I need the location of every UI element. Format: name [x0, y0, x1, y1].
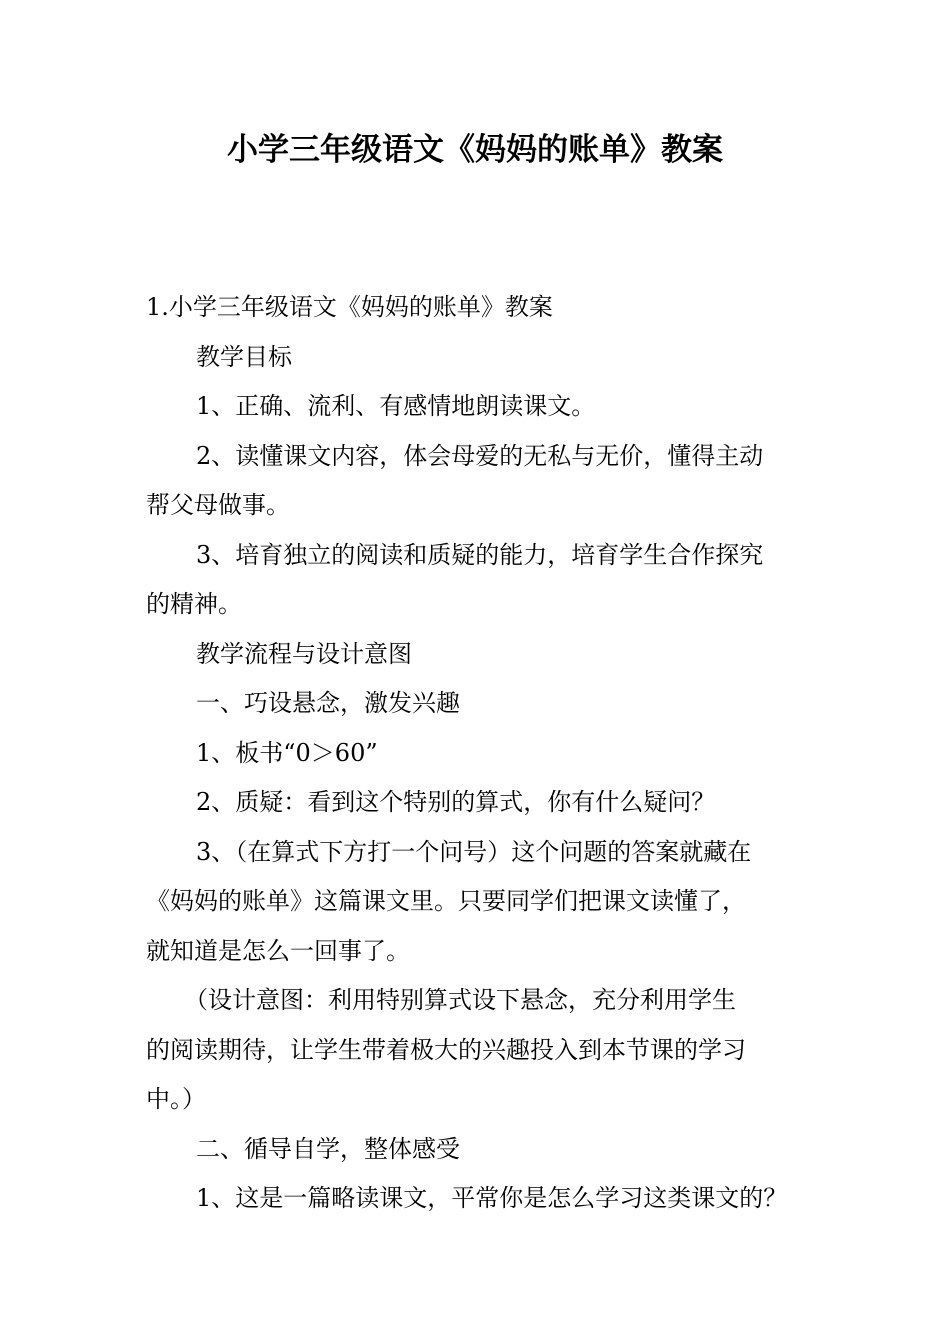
section-heading: 1.小学三年级语文《妈妈的账单》教案	[146, 293, 553, 321]
paragraph-line: 一、巧设悬念，激发兴趣	[196, 689, 460, 717]
paragraph-line: 帮父母做事。	[146, 491, 290, 519]
paragraph-line: 就知道是怎么一回事了。	[146, 936, 410, 965]
paragraph-line: 教学目标	[196, 342, 292, 371]
paragraph-line: 教学流程与设计意图	[196, 639, 412, 668]
paragraph-line: 3、培育独立的阅读和质疑的能力，培育学生合作探究	[196, 540, 764, 569]
paragraph-line: 1、板书“0＞60”	[196, 738, 378, 767]
paragraph-line: 1、这是一篇略读课文，平常你是怎么学习这类课文的？	[196, 1184, 788, 1212]
paragraph-line: 的精神。	[146, 590, 242, 618]
paragraph-line: 2、质疑：看到这个特别的算式，你有什么疑问？	[196, 788, 716, 816]
paragraph-line: 的阅读期待，让学生带着极大的兴趣投入到本节课的学习	[146, 1035, 746, 1064]
paragraph-line: （设计意图：利用特别算式设下悬念，充分利用学生	[184, 986, 736, 1014]
paragraph-line: 《妈妈的账单》这篇课文里。只要同学们把课文读懂了，	[146, 887, 746, 915]
paragraph-line: 二、循导自学，整体感受	[196, 1134, 460, 1163]
paragraph-line: 1、正确、流利、有感情地朗读课文。	[196, 392, 596, 420]
document-title: 小学三年级语文《妈妈的账单》教案	[227, 132, 723, 168]
paragraph-line: 中。）	[146, 1085, 206, 1113]
document-body	[146, 283, 810, 1224]
paragraph-line: 2、读懂课文内容，体会母爱的无私与无价，懂得主动	[196, 441, 764, 470]
paragraph-line: 3、（在算式下方打一个问号）这个问题的答案就藏在	[196, 837, 752, 866]
